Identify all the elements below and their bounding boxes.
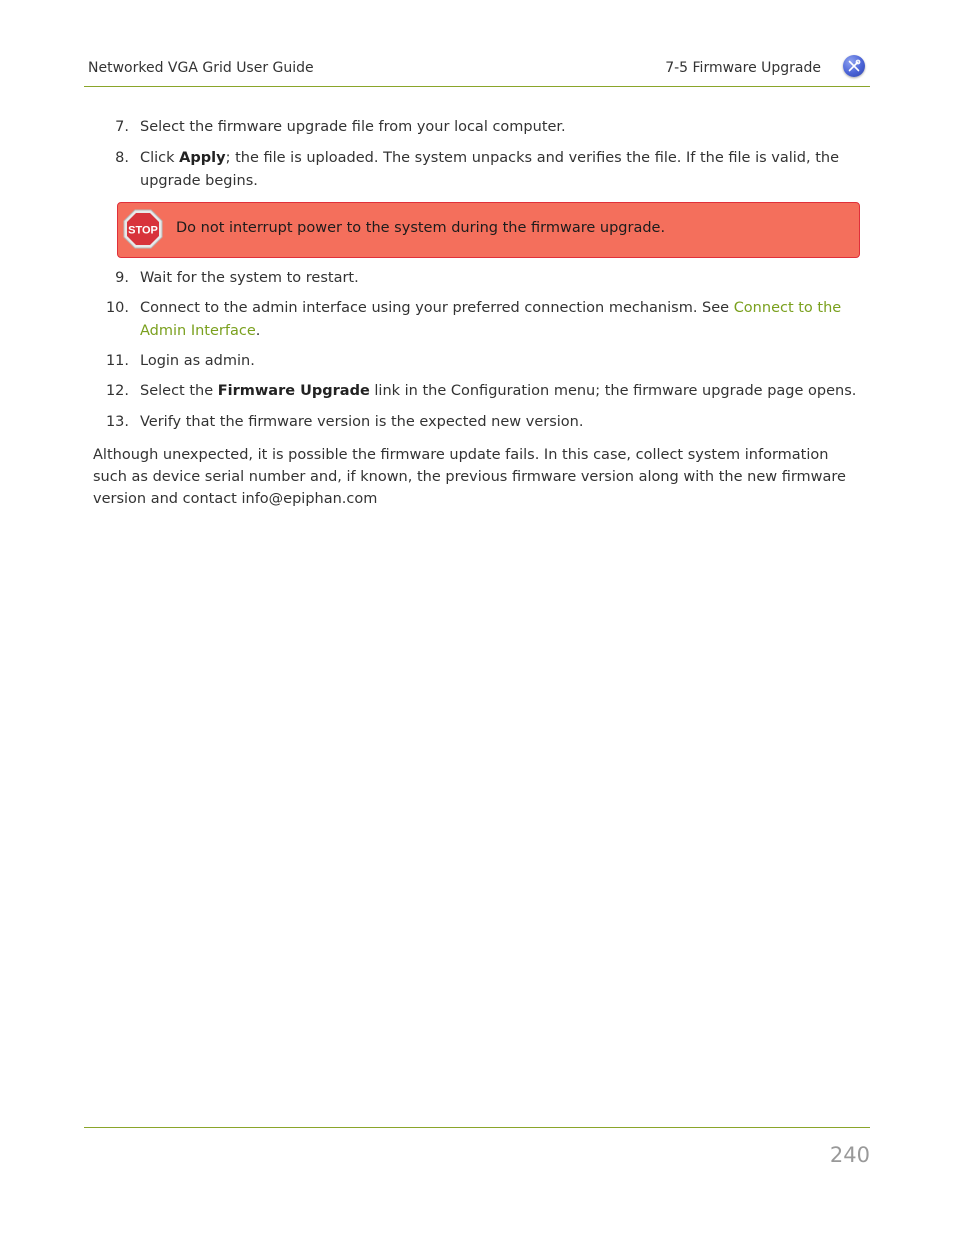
step-number: 8. — [115, 150, 129, 166]
svg-text:STOP: STOP — [128, 224, 158, 237]
stop-sign-icon — [122, 208, 164, 250]
step-number: 13. — [105, 414, 129, 430]
step-text: Select the Firmware Upgrade link in the Configuration menu; the firmware upgrade page opens. — [140, 383, 857, 399]
step-number: 11. — [105, 353, 129, 369]
closing-paragraph: Although unexpected, it is possible the firmware update fails. In this case, collect system information such as device serial number and, if known, the previous firmware version along with the new firmware version and contact info@epiphan.com — [93, 447, 846, 507]
tools-icon — [843, 55, 865, 77]
step-text: Click Apply; the file is uploaded. The system unpacks and verifies the file. If the file is valid, the upgrade begins. — [140, 150, 840, 189]
page-number: 240 — [829, 1143, 870, 1167]
connect-admin-interface-link[interactable]: Connect to the Admin Interface — [140, 300, 842, 339]
step-number: 10. — [105, 300, 129, 316]
header-divider — [84, 86, 870, 87]
step-number: 9. — [115, 270, 129, 286]
step-number: 7. — [115, 119, 129, 135]
step-text: Login as admin. — [140, 353, 255, 369]
ui-term-apply: Apply — [179, 150, 226, 166]
step-number: 12. — [105, 383, 129, 399]
document-title: Networked VGA Grid User Guide — [88, 60, 314, 76]
warning-text: Do not interrupt power to the system during the firmware upgrade. — [176, 220, 666, 236]
step-text: Verify that the firmware version is the expected new version. — [140, 414, 584, 430]
step-text: Connect to the admin interface using your preferred connection mechanism. See Connect to the Admin Interface. — [140, 300, 842, 339]
footer-divider — [84, 1127, 870, 1128]
section-title: 7-5 Firmware Upgrade — [665, 60, 821, 76]
step-text: Wait for the system to restart. — [140, 270, 359, 286]
step-text: Select the firmware upgrade file from your local computer. — [140, 119, 566, 135]
warning-callout — [117, 202, 860, 258]
ui-term-firmware-upgrade: Firmware Upgrade — [217, 383, 370, 399]
